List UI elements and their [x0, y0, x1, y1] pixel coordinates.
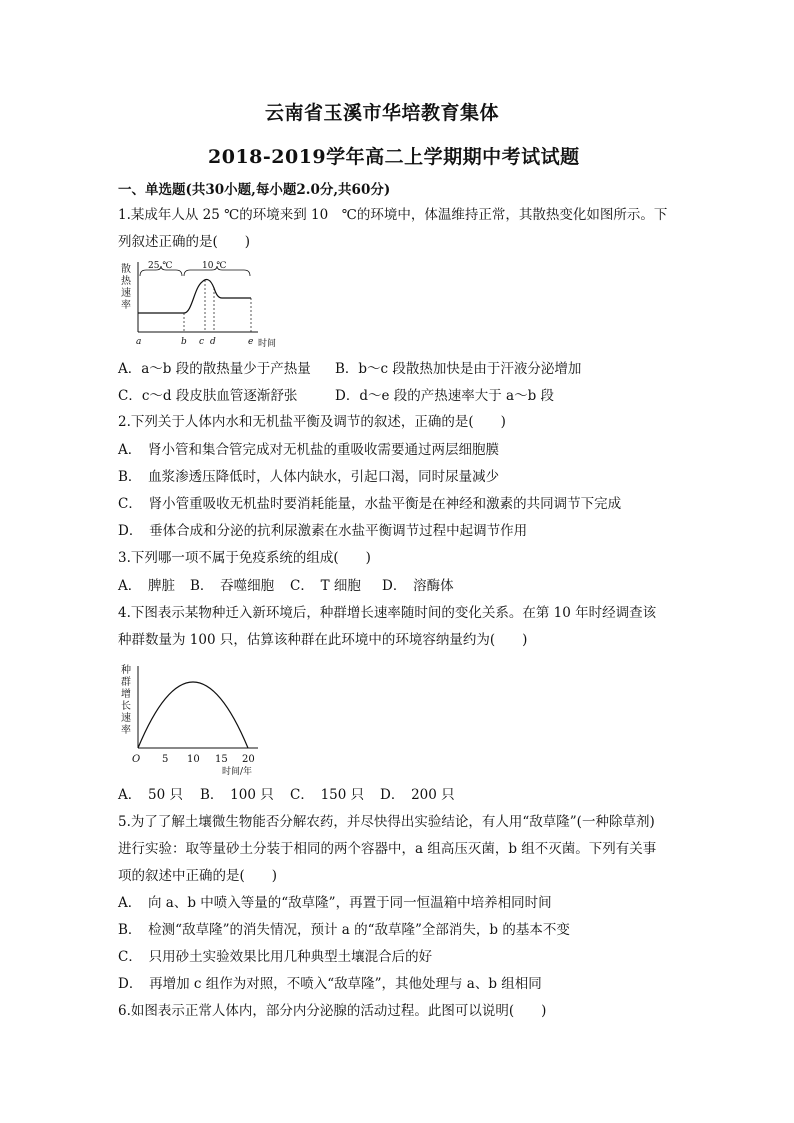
- q5-stem-line2: 进行实验：取等量砂土分装于相同的两个容器中，a 组高压灭菌，b 组不灭菌。下列有关事: [118, 841, 657, 857]
- q4-stem-line2: 种群数量为 100 只，估算该种群在此环境中的环境容纳量约为( ): [118, 632, 528, 648]
- q5-option-c: C． 只用砂土实验效果比用几种典型土壤混合后的好: [118, 949, 433, 965]
- q1-point-e: e: [248, 337, 254, 347]
- q1-option-a: A．a～b 段的散热量少于产热量: [118, 361, 311, 377]
- q4-xtick: 10: [187, 754, 200, 765]
- q1-label-10: 10 ℃: [202, 261, 227, 271]
- q5-stem-line3: 项的叙述中正确的是( ): [118, 868, 278, 884]
- q1-stem-line1: 1.某成年人从 25 ℃的环境来到 10 ℃的环境中，体温维持正常，其散热变化如图所示。下: [118, 207, 668, 223]
- q5-option-a: A． 向 a、b 中喷入等量的“敌草隆”，再置于同一恒温箱中培养相同时间: [118, 895, 552, 911]
- q4-option-a: A． 50 只: [118, 787, 183, 803]
- q5-option-d: D． 再增加 c 组作为对照，不喷入“敌草隆”，其他处理与 a、b 组相同: [118, 976, 542, 992]
- q1-curve: [138, 280, 251, 313]
- q1-point-a: a: [136, 337, 142, 347]
- q4-ylabel-char: 率: [121, 725, 131, 736]
- q4-option-b: B． 100 只: [200, 787, 274, 803]
- q1-option-b: B．b～c 段散热加快是由于汗液分泌增加: [335, 361, 582, 377]
- q3-stem: 3.下列哪一项不属于免疫系统的组成( ): [118, 550, 371, 566]
- q3-option-a: A． 脾脏: [118, 578, 175, 594]
- q4-ylabel-char: 种: [121, 665, 131, 676]
- q4-ylabel-char: 增: [121, 689, 131, 700]
- q4-option-d: D． 200 只: [380, 787, 455, 803]
- q1-ylabel-char: 热: [121, 276, 131, 287]
- q4-xtick: 5: [162, 754, 169, 765]
- q1-ylabel-char: 率: [121, 300, 131, 311]
- q4-ylabel-char: 长: [121, 701, 131, 712]
- q4-xlabel: 时间/年: [222, 767, 253, 777]
- q3-option-b: B． 吞噬细胞: [190, 578, 275, 594]
- q1-ylabel-char: 速: [121, 288, 131, 299]
- q2-option-d: D． 垂体合成和分泌的抗利尿激素在水盐平衡调节过程中起调节作用: [118, 523, 528, 539]
- q1-point-c: c: [199, 337, 205, 347]
- q1-heat-dissipation-figure: [118, 258, 288, 350]
- q2-option-a: A． 肾小管和集合管完成对无机盐的重吸收需要通过两层细胞膜: [118, 442, 499, 458]
- q4-growth-rate-figure: [118, 662, 278, 780]
- page-title-line1: 云南省玉溪市华培教育集体: [265, 102, 500, 124]
- q4-option-c: C． 150 只: [290, 787, 365, 803]
- q3-option-d: D． 溶酶体: [382, 578, 454, 594]
- q2-stem: 2.下列关于人体内水和无机盐平衡及调节的叙述，正确的是( ): [118, 414, 506, 430]
- q2-option-c: C． 肾小管重吸收无机盐时要消耗能量，水盐平衡是在神经和激素的共同调节下完成: [118, 496, 622, 512]
- q2-option-b: B． 血浆渗透压降低时，人体内缺水，引起口渴，同时尿量减少: [118, 469, 500, 485]
- q4-ylabel-char: 群: [121, 677, 131, 688]
- q1-point-b: b: [181, 337, 187, 347]
- q4-xtick: O: [132, 754, 141, 765]
- q4-curve: [138, 682, 248, 748]
- q5-stem-line1: 5.为了了解土壤微生物能否分解农药，并尽快得出实验结论，有人用“敌草隆”(一种除草剂): [118, 814, 655, 830]
- section-heading: 一、单选题(共30小题,每小题2.0分,共60分): [118, 182, 391, 198]
- q1-point-d: d: [210, 337, 216, 347]
- q6-stem: 6.如图表示正常人体内，部分内分泌腺的活动过程。此图可以说明( ): [118, 1003, 547, 1019]
- q3-option-c: C． T 细胞: [290, 578, 361, 594]
- q1-option-d: D．d～e 段的产热速率大于 a～b 段: [335, 388, 555, 404]
- page-title-line2: 2018-2019学年高二上学期期中考试试题: [208, 146, 580, 168]
- q5-option-b: B． 检测“敌草隆”的消失情况，预计 a 的“敌草隆”全部消失，b 的基本不变: [118, 922, 570, 938]
- q1-label-25: 25 ℃: [148, 261, 173, 271]
- q4-ylabel-char: 速: [121, 713, 131, 724]
- q1-stem-line2: 列叙述正确的是( ): [118, 234, 251, 250]
- q4-xtick: 15: [215, 754, 228, 765]
- q4-stem-line1: 4.下图表示某物种迁入新环境后，种群增长速率随时间的变化关系。在第 10 年时经调查该: [118, 605, 657, 621]
- q1-option-c: C．c～d 段皮肤血管逐渐舒张: [118, 388, 298, 404]
- q1-xlabel: 时间: [258, 339, 277, 349]
- q1-ylabel-char: 散: [121, 264, 131, 275]
- q4-xtick: 20: [242, 754, 255, 765]
